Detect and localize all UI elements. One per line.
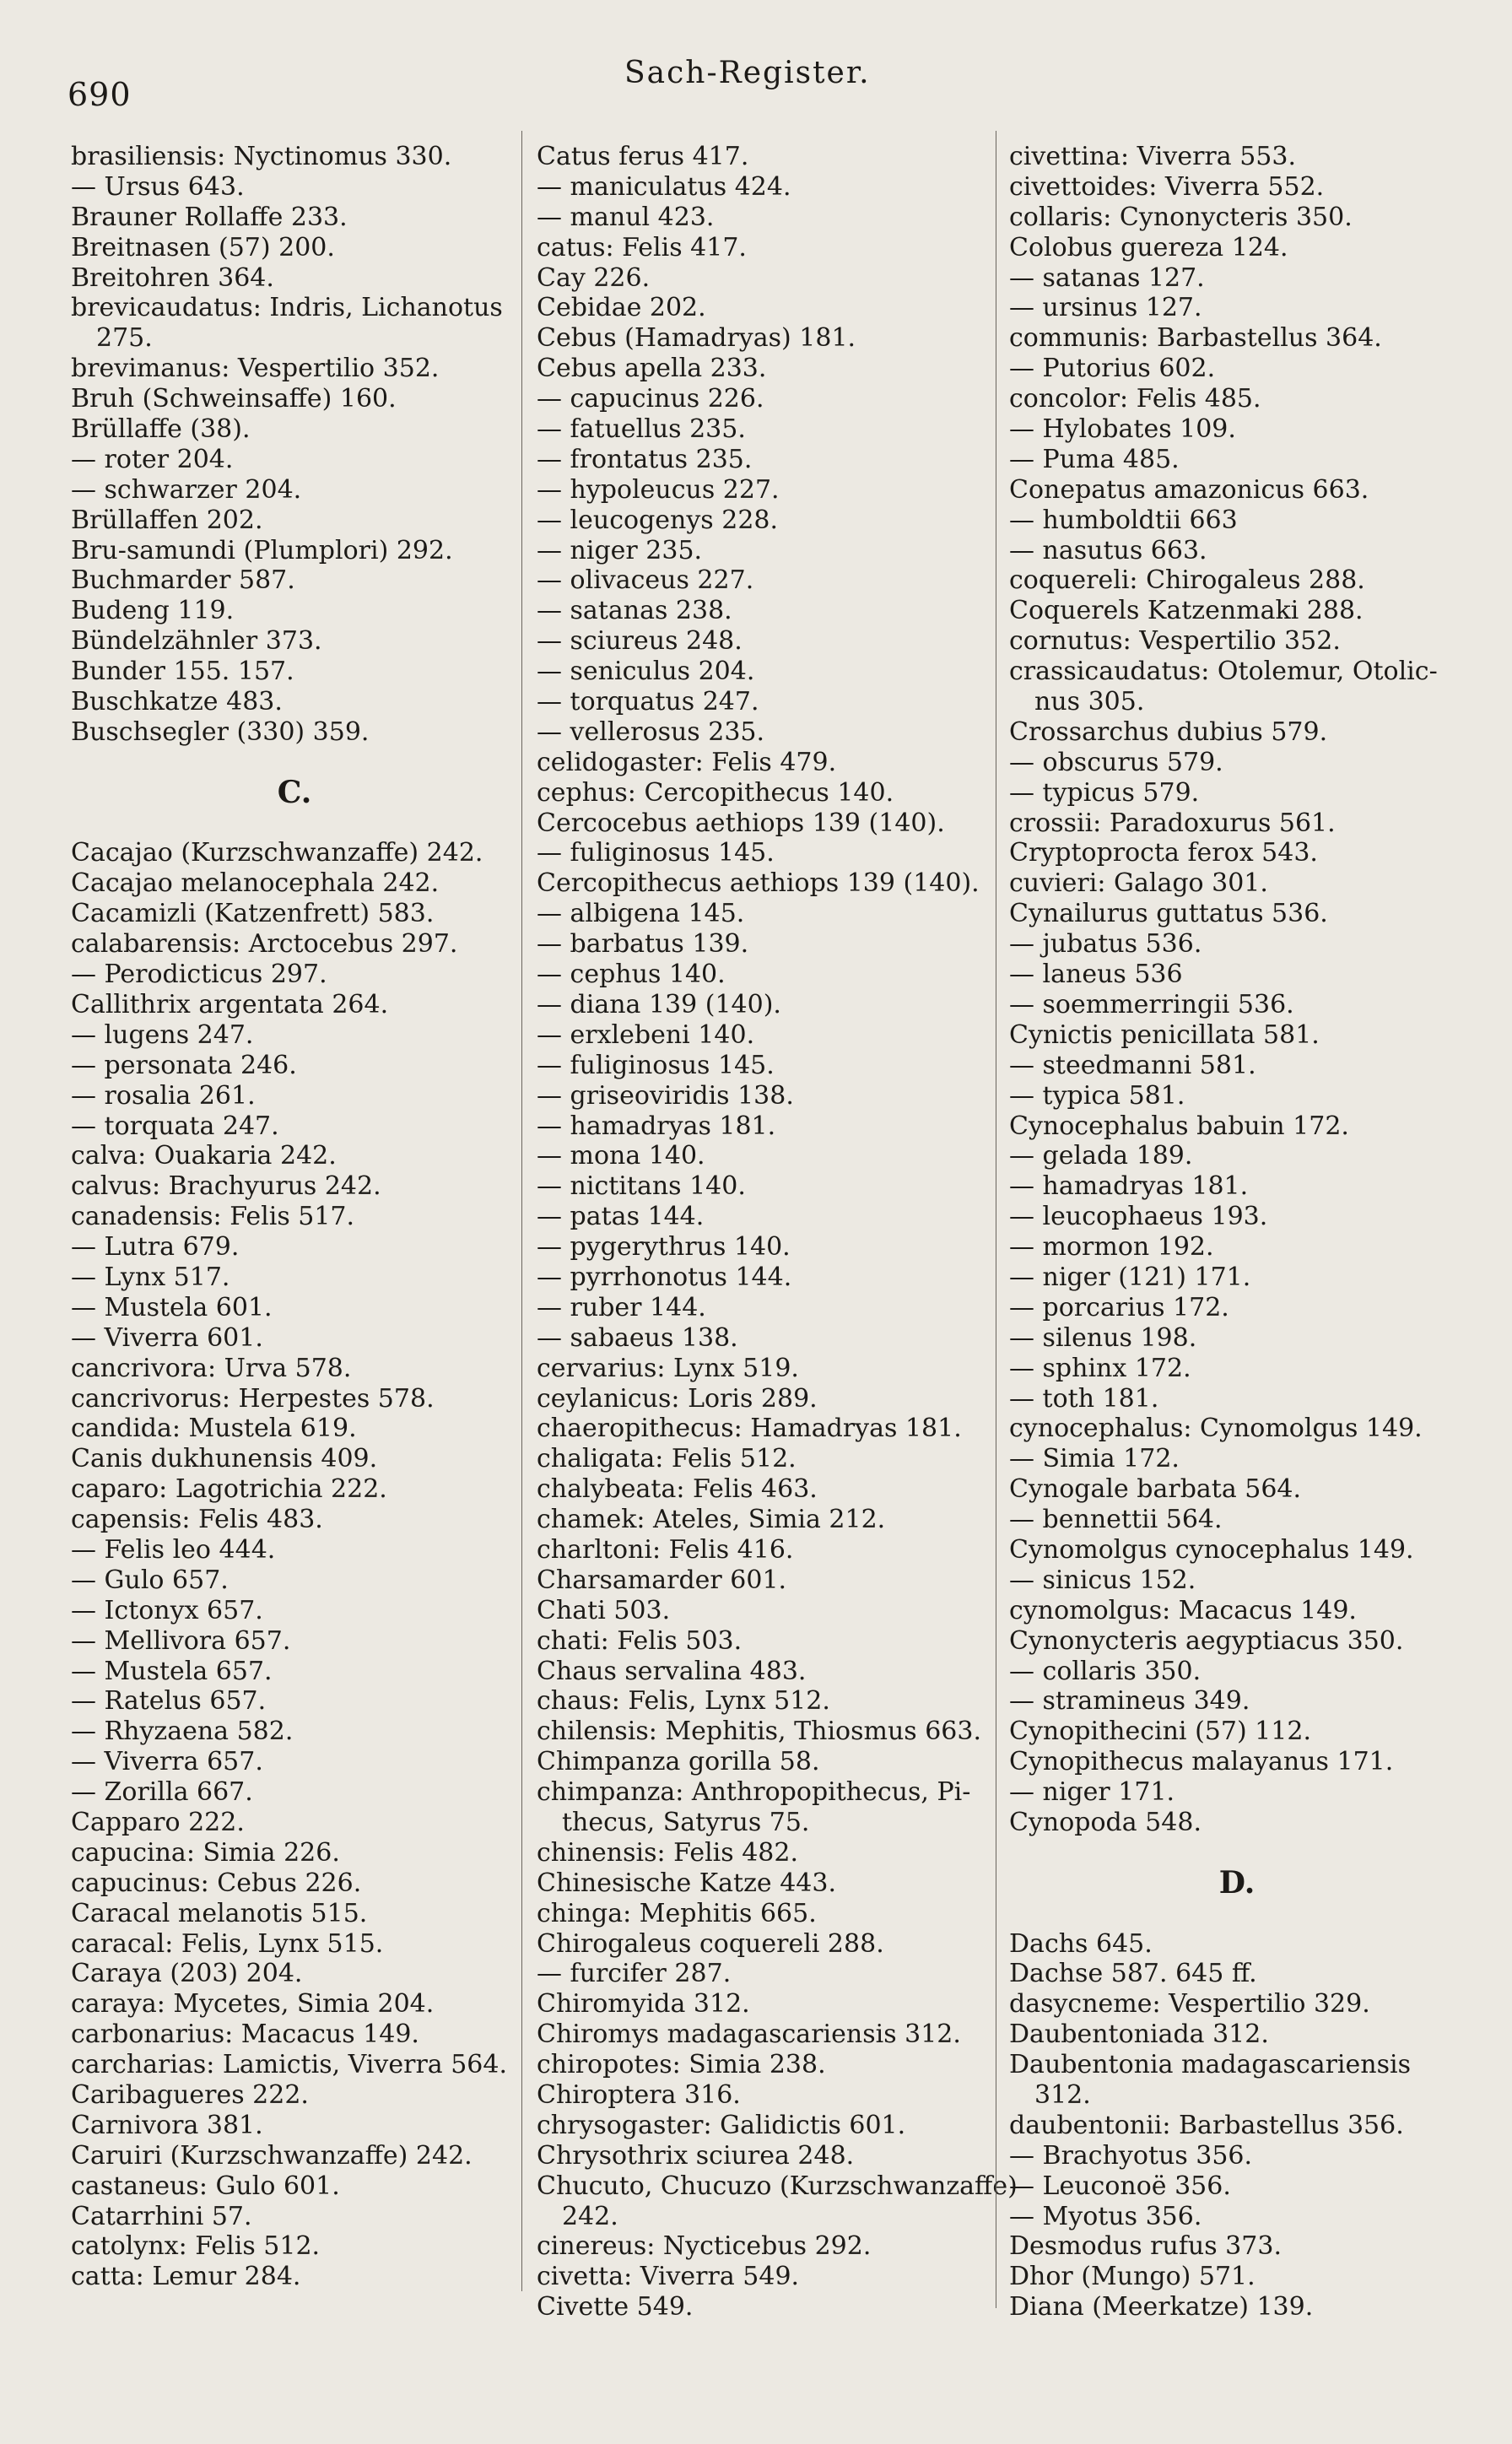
index-column-2 bbox=[537, 142, 1018, 2322]
index-entry: — typicus 579. bbox=[1009, 777, 1200, 808]
index-entry: — Leuconoë 356. bbox=[1009, 2171, 1231, 2201]
index-entry: 242. bbox=[562, 2201, 618, 2231]
index-entry: — torquata 247. bbox=[71, 1111, 279, 1141]
index-entry: — Mellivora 657. bbox=[71, 1625, 291, 1656]
index-entry: Cynopoda 548. bbox=[1009, 1807, 1202, 1837]
index-entry: chati: Felis 503. bbox=[537, 1625, 742, 1656]
index-entry: Bruh (Schweinsaffe) 160. bbox=[71, 384, 397, 414]
index-entry: — lugens 247. bbox=[71, 1019, 254, 1050]
index-entry: Breitnasen (57) 200. bbox=[71, 232, 335, 262]
index-entry: — silenus 198. bbox=[1009, 1322, 1197, 1353]
index-entry: Cynailurus guttatus 536. bbox=[1009, 899, 1328, 929]
index-entry: — toth 181. bbox=[1009, 1383, 1159, 1414]
index-entry: Cacamizli (Katzenfrett) 583. bbox=[71, 899, 435, 929]
index-entry: chimpanza: Anthropopithecus, Pi- bbox=[537, 1777, 971, 1808]
index-entry: Cryptoprocta ferox 543. bbox=[1009, 838, 1318, 868]
index-entry: — sinicus 152. bbox=[1009, 1565, 1196, 1595]
index-entry: — Myotus 356. bbox=[1009, 2201, 1202, 2231]
index-entry: Chati 503. bbox=[537, 1595, 671, 1625]
index-entry: — typica 581. bbox=[1009, 1080, 1185, 1111]
index-entry: Brüllaffen 202. bbox=[71, 505, 263, 535]
index-entry: — sabaeus 138. bbox=[537, 1322, 738, 1353]
index-entry: dasycneme: Vespertilio 329. bbox=[1009, 1989, 1370, 2020]
index-entry: — fuliginosus 145. bbox=[537, 1050, 775, 1080]
index-entry: — Mustela 657. bbox=[71, 1656, 273, 1686]
index-entry: charltoni: Felis 416. bbox=[537, 1534, 794, 1565]
index-entry: chinga: Mephitis 665. bbox=[537, 1898, 817, 1928]
page-number: 690 bbox=[68, 76, 132, 113]
index-entry: crassicaudatus: Otolemur, Otolic- bbox=[1009, 657, 1438, 687]
index-entry: Cynopithecus malayanus 171. bbox=[1009, 1747, 1394, 1777]
index-entry: Chiromys madagascariensis 312. bbox=[537, 2020, 961, 2050]
index-column-3 bbox=[1009, 142, 1465, 2322]
index-entry: collaris: Cynonycteris 350. bbox=[1009, 202, 1353, 232]
index-entry: Catarrhini 57. bbox=[71, 2201, 252, 2231]
index-entry: ceylanicus: Loris 289. bbox=[537, 1383, 818, 1414]
index-entry: — patas 144. bbox=[537, 1202, 705, 1232]
spacer bbox=[71, 808, 518, 839]
index-entry: 275. bbox=[96, 323, 153, 354]
index-entry: — cephus 140. bbox=[537, 960, 726, 990]
index-entry: — jubatus 536. bbox=[1009, 929, 1202, 960]
index-entry: — hamadryas 181. bbox=[537, 1111, 776, 1141]
index-entry: capensis: Felis 483. bbox=[71, 1505, 323, 1535]
index-entry: — Lynx 517. bbox=[71, 1262, 230, 1292]
index-entry: Cynopithecini (57) 112. bbox=[1009, 1717, 1311, 1747]
index-entry: Cebus apella 233. bbox=[537, 354, 767, 384]
index-entry: Cynogale barbata 564. bbox=[1009, 1474, 1302, 1505]
index-entry: cynomolgus: Macacus 149. bbox=[1009, 1595, 1357, 1625]
index-entry: — pyrrhonotus 144. bbox=[537, 1262, 792, 1292]
index-entry: — fuliginosus 145. bbox=[537, 838, 775, 868]
index-entry: Capparo 222. bbox=[71, 1807, 245, 1837]
index-entry: crossii: Paradoxurus 561. bbox=[1009, 808, 1336, 838]
index-entry: Callithrix argentata 264. bbox=[71, 989, 389, 1019]
section-heading: C. bbox=[277, 774, 312, 810]
index-entry: — vellerosus 235. bbox=[537, 716, 765, 747]
index-entry: Conepatus amazonicus 663. bbox=[1009, 474, 1369, 505]
index-entry: — porcarius 172. bbox=[1009, 1292, 1229, 1322]
index-entry: — mormon 192. bbox=[1009, 1232, 1214, 1263]
index-entry: Budeng 119. bbox=[71, 596, 235, 626]
index-entry: — rosalia 261. bbox=[71, 1080, 256, 1111]
index-entry: Chimpanza gorilla 58. bbox=[537, 1747, 820, 1777]
index-entry: Civette 549. bbox=[537, 2292, 694, 2322]
column-rule bbox=[521, 131, 522, 2291]
index-entry: Cercocebus aethiops 139 (140). bbox=[537, 808, 945, 838]
index-entry: chamek: Ateles, Simia 212. bbox=[537, 1505, 886, 1535]
index-entry: — schwarzer 204. bbox=[71, 474, 302, 505]
index-entry: Caribagueres 222. bbox=[71, 2080, 309, 2110]
index-entry: — sciureus 248. bbox=[537, 626, 742, 657]
index-entry: — laneus 536 bbox=[1009, 960, 1183, 990]
index-entry: — ruber 144. bbox=[537, 1292, 706, 1322]
index-entry: capucina: Simia 226. bbox=[71, 1837, 340, 1868]
index-entry: — Ratelus 657. bbox=[71, 1686, 267, 1717]
index-entry: Bündelzähnler 373. bbox=[71, 626, 322, 657]
index-entry: brasiliensis: Nyctinomus 330. bbox=[71, 142, 452, 171]
index-entry: canadensis: Felis 517. bbox=[71, 1202, 355, 1232]
index-entry: catus: Felis 417. bbox=[537, 232, 747, 262]
index-entry: Cynonycteris aegyptiacus 350. bbox=[1009, 1625, 1404, 1656]
index-entry: — leucogenys 228. bbox=[537, 505, 779, 535]
index-entry: chaeropithecus: Hamadryas 181. bbox=[537, 1414, 962, 1444]
index-entry: — soemmerringii 536. bbox=[1009, 989, 1294, 1019]
index-entry: — leucophaeus 193. bbox=[1009, 1202, 1268, 1232]
running-head: Sach-Register. bbox=[624, 56, 871, 90]
index-entry: Chinesische Katze 443. bbox=[537, 1868, 836, 1898]
index-entry: — Simia 172. bbox=[1009, 1444, 1180, 1474]
index-entry: cephus: Cercopithecus 140. bbox=[537, 777, 894, 808]
index-entry: catta: Lemur 284. bbox=[71, 2262, 301, 2292]
index-entry: Charsamarder 601. bbox=[537, 1565, 787, 1595]
index-entry: — hypoleucus 227. bbox=[537, 474, 780, 505]
index-entry: — personata 246. bbox=[71, 1050, 297, 1080]
spacer bbox=[1009, 1838, 1465, 1868]
index-entry: — barbatus 139. bbox=[537, 929, 749, 960]
index-entry: Dachse 587. 645 ff. bbox=[1009, 1959, 1257, 1989]
index-entry: — sphinx 172. bbox=[1009, 1353, 1191, 1383]
index-entry: Cynictis penicillata 581. bbox=[1009, 1019, 1320, 1050]
index-entry: caracal: Felis, Lynx 515. bbox=[71, 1928, 384, 1959]
index-entry: daubentonii: Barbastellus 356. bbox=[1009, 2110, 1404, 2140]
index-entry: — Ictonyx 657. bbox=[71, 1595, 263, 1625]
index-entry: Dachs 645. bbox=[1009, 1928, 1153, 1959]
section-heading: D. bbox=[1218, 1864, 1256, 1901]
index-entry: — gelada 189. bbox=[1009, 1141, 1193, 1171]
index-entry: — niger 235. bbox=[537, 535, 703, 565]
index-entry: Bunder 155. 157. bbox=[71, 657, 294, 687]
index-entry: Brüllaffe (38). bbox=[71, 414, 251, 445]
index-entry: Desmodus rufus 373. bbox=[1009, 2231, 1282, 2262]
index-entry: Colobus guereza 124. bbox=[1009, 232, 1288, 262]
index-entry: Carnivora 381. bbox=[71, 2110, 263, 2140]
index-entry: chalybeata: Felis 463. bbox=[537, 1474, 818, 1505]
index-entry: Bru-samundi (Plumplori) 292. bbox=[71, 535, 453, 565]
index-entry: — nictitans 140. bbox=[537, 1171, 746, 1202]
index-entry: Chaus servalina 483. bbox=[537, 1656, 807, 1686]
index-entry: Cynomolgus cynocephalus 149. bbox=[1009, 1534, 1414, 1565]
index-entry: — Viverra 657. bbox=[71, 1747, 263, 1777]
index-entry: civettoides: Viverra 552. bbox=[1009, 171, 1325, 202]
index-entry: Daubentoniada 312. bbox=[1009, 2020, 1269, 2050]
index-entry: — Viverra 601. bbox=[71, 1322, 263, 1353]
index-entry: cancrivorus: Herpestes 578. bbox=[71, 1383, 435, 1414]
index-entry: — Putorius 602. bbox=[1009, 354, 1216, 384]
index-entry: cinereus: Nycticebus 292. bbox=[537, 2231, 872, 2262]
index-entry: Cynocephalus babuin 172. bbox=[1009, 1111, 1349, 1141]
index-entry: nus 305. bbox=[1034, 687, 1145, 717]
index-entry: chaligata: Felis 512. bbox=[537, 1444, 796, 1474]
index-entry: — manul 423. bbox=[537, 202, 715, 232]
index-entry: Cacajao (Kurzschwanzaffe) 242. bbox=[71, 838, 483, 868]
index-entry: — torquatus 247. bbox=[537, 687, 759, 717]
index-entry: — Lutra 679. bbox=[71, 1232, 240, 1263]
index-entry: chilensis: Mephitis, Thiosmus 663. bbox=[537, 1717, 982, 1747]
index-entry: Cebidae 202. bbox=[537, 293, 706, 323]
index-entry: Coquerels Katzenmaki 288. bbox=[1009, 596, 1364, 626]
index-entry: Caraya (203) 204. bbox=[71, 1959, 303, 1989]
spacer bbox=[1009, 1899, 1465, 1929]
index-entry: — olivaceus 227. bbox=[537, 565, 754, 596]
index-entry: — mona 140. bbox=[537, 1141, 705, 1171]
index-entry: — capucinus 226. bbox=[537, 384, 764, 414]
index-entry: Brauner Rollaffe 233. bbox=[71, 202, 348, 232]
index-entry: Chucuto, Chucuzo (Kurzschwanzaffe) bbox=[537, 2171, 1018, 2201]
index-entry: — furcifer 287. bbox=[537, 1959, 732, 1989]
index-entry: — nasutus 663. bbox=[1009, 535, 1207, 565]
index-entry: Buschsegler (330) 359. bbox=[71, 716, 370, 747]
index-entry: catolynx: Felis 512. bbox=[71, 2231, 321, 2262]
index-entry: coquereli: Chirogaleus 288. bbox=[1009, 565, 1365, 596]
index-entry: Chirogaleus coquereli 288. bbox=[537, 1928, 884, 1959]
index-entry: cuvieri: Galago 301. bbox=[1009, 868, 1268, 899]
index-entry: Caruiri (Kurzschwanzaffe) 242. bbox=[71, 2140, 472, 2171]
index-entry: — steedmanni 581. bbox=[1009, 1050, 1256, 1080]
index-column-1 bbox=[71, 142, 518, 2292]
index-entry: — hamadryas 181. bbox=[1009, 1171, 1249, 1202]
index-entry: — Mustela 601. bbox=[71, 1292, 273, 1322]
index-entry: — Ursus 643. bbox=[71, 171, 245, 202]
index-entry: — bennettii 564. bbox=[1009, 1505, 1223, 1535]
index-entry: Breitohren 364. bbox=[71, 262, 274, 293]
index-entry: — frontatus 235. bbox=[537, 444, 753, 474]
index-entry: — niger (121) 171. bbox=[1009, 1262, 1251, 1292]
index-entry: — Brachyotus 356. bbox=[1009, 2140, 1253, 2171]
index-entry: Cebus (Hamadryas) 181. bbox=[537, 323, 856, 354]
index-entry: celidogaster: Felis 479. bbox=[537, 747, 837, 777]
index-entry: brevimanus: Vespertilio 352. bbox=[71, 354, 440, 384]
index-entry: — satanas 238. bbox=[537, 596, 732, 626]
index-entry: chiropotes: Simia 238. bbox=[537, 2050, 826, 2080]
index-entry: — albigena 145. bbox=[537, 899, 745, 929]
index-entry: chinensis: Felis 482. bbox=[537, 1837, 798, 1868]
index-entry: carbonarius: Macacus 149. bbox=[71, 2020, 419, 2050]
index-entry: — niger 171. bbox=[1009, 1777, 1175, 1808]
index-entry: chaus: Felis, Lynx 512. bbox=[537, 1686, 830, 1717]
index-entry: — satanas 127. bbox=[1009, 262, 1205, 293]
index-entry: — humboldtii 663 bbox=[1009, 505, 1238, 535]
index-entry: candida: Mustela 619. bbox=[71, 1414, 357, 1444]
index-entry: — stramineus 349. bbox=[1009, 1686, 1250, 1717]
index-entry: Catus ferus 417. bbox=[537, 142, 749, 171]
index-entry: carcharias: Lamictis, Viverra 564. bbox=[71, 2050, 508, 2080]
index-entry: — roter 204. bbox=[71, 444, 234, 474]
index-entry: Buschkatze 483. bbox=[71, 687, 283, 717]
index-entry: — fatuellus 235. bbox=[537, 414, 746, 445]
index-entry: — ursinus 127. bbox=[1009, 293, 1202, 323]
index-entry: Chiroptera 316. bbox=[537, 2080, 741, 2110]
index-entry: — griseoviridis 138. bbox=[537, 1080, 794, 1111]
index-entry: castaneus: Gulo 601. bbox=[71, 2171, 340, 2201]
index-entry: cynocephalus: Cynomolgus 149. bbox=[1009, 1414, 1423, 1444]
index-entry: thecus, Satyrus 75. bbox=[562, 1807, 810, 1837]
index-entry: — pygerythrus 140. bbox=[537, 1232, 791, 1263]
index-entry: — collaris 350. bbox=[1009, 1656, 1202, 1686]
index-entry: civettina: Viverra 553. bbox=[1009, 142, 1296, 171]
index-entry: Daubentonia madagascariensis bbox=[1009, 2050, 1411, 2080]
index-entry: Chiromyida 312. bbox=[537, 1989, 750, 2020]
index-entry: — maniculatus 424. bbox=[537, 171, 791, 202]
index-entry: — Felis leo 444. bbox=[71, 1534, 276, 1565]
index-entry: — obscurus 579. bbox=[1009, 747, 1223, 777]
index-entry: cancrivora: Urva 578. bbox=[71, 1353, 352, 1383]
index-entry: — Hylobates 109. bbox=[1009, 414, 1236, 445]
index-entry: — erxlebeni 140. bbox=[537, 1019, 755, 1050]
index-entry: — Puma 485. bbox=[1009, 444, 1180, 474]
index-entry: — Rhyzaena 582. bbox=[71, 1717, 294, 1747]
index-entry: Caracal melanotis 515. bbox=[71, 1898, 368, 1928]
index-entry: civetta: Viverra 549. bbox=[537, 2262, 800, 2292]
index-entry: Crossarchus dubius 579. bbox=[1009, 716, 1328, 747]
index-entry: Cacajao melanocephala 242. bbox=[71, 868, 440, 899]
index-entry: calabarensis: Arctocebus 297. bbox=[71, 929, 458, 960]
index-entry: chrysogaster: Galidictis 601. bbox=[537, 2110, 906, 2140]
spacer bbox=[71, 748, 518, 778]
index-entry: Cay 226. bbox=[537, 262, 651, 293]
index-entry: 312. bbox=[1034, 2080, 1091, 2110]
index-entry: Cercopithecus aethiops 139 (140). bbox=[537, 868, 980, 899]
index-entry: capucinus: Cebus 226. bbox=[71, 1868, 362, 1898]
index-entry: cornutus: Vespertilio 352. bbox=[1009, 626, 1341, 657]
index-entry: cervarius: Lynx 519. bbox=[537, 1353, 799, 1383]
index-entry: calvus: Brachyurus 242. bbox=[71, 1171, 381, 1202]
index-entry: — Zorilla 667. bbox=[71, 1777, 253, 1808]
index-entry: Chrysothrix sciurea 248. bbox=[537, 2140, 855, 2171]
index-entry: calva: Ouakaria 242. bbox=[71, 1141, 337, 1171]
index-entry: brevicaudatus: Indris, Lichanotus bbox=[71, 293, 503, 323]
index-entry: Dhor (Mungo) 571. bbox=[1009, 2262, 1256, 2292]
index-entry: — Perodicticus 297. bbox=[71, 960, 327, 990]
index-entry: concolor: Felis 485. bbox=[1009, 384, 1261, 414]
index-entry: communis: Barbastellus 364. bbox=[1009, 323, 1382, 354]
index-entry: Diana (Meerkatze) 139. bbox=[1009, 2292, 1314, 2322]
index-entry: Buchmarder 587. bbox=[71, 565, 295, 596]
index-entry: caraya: Mycetes, Simia 204. bbox=[71, 1989, 435, 2020]
index-entry: caparo: Lagotrichia 222. bbox=[71, 1474, 387, 1505]
index-entry: — Gulo 657. bbox=[71, 1565, 229, 1595]
index-entry: — seniculus 204. bbox=[537, 657, 755, 687]
index-entry: — diana 139 (140). bbox=[537, 989, 781, 1019]
index-entry: Canis dukhunensis 409. bbox=[71, 1444, 378, 1474]
